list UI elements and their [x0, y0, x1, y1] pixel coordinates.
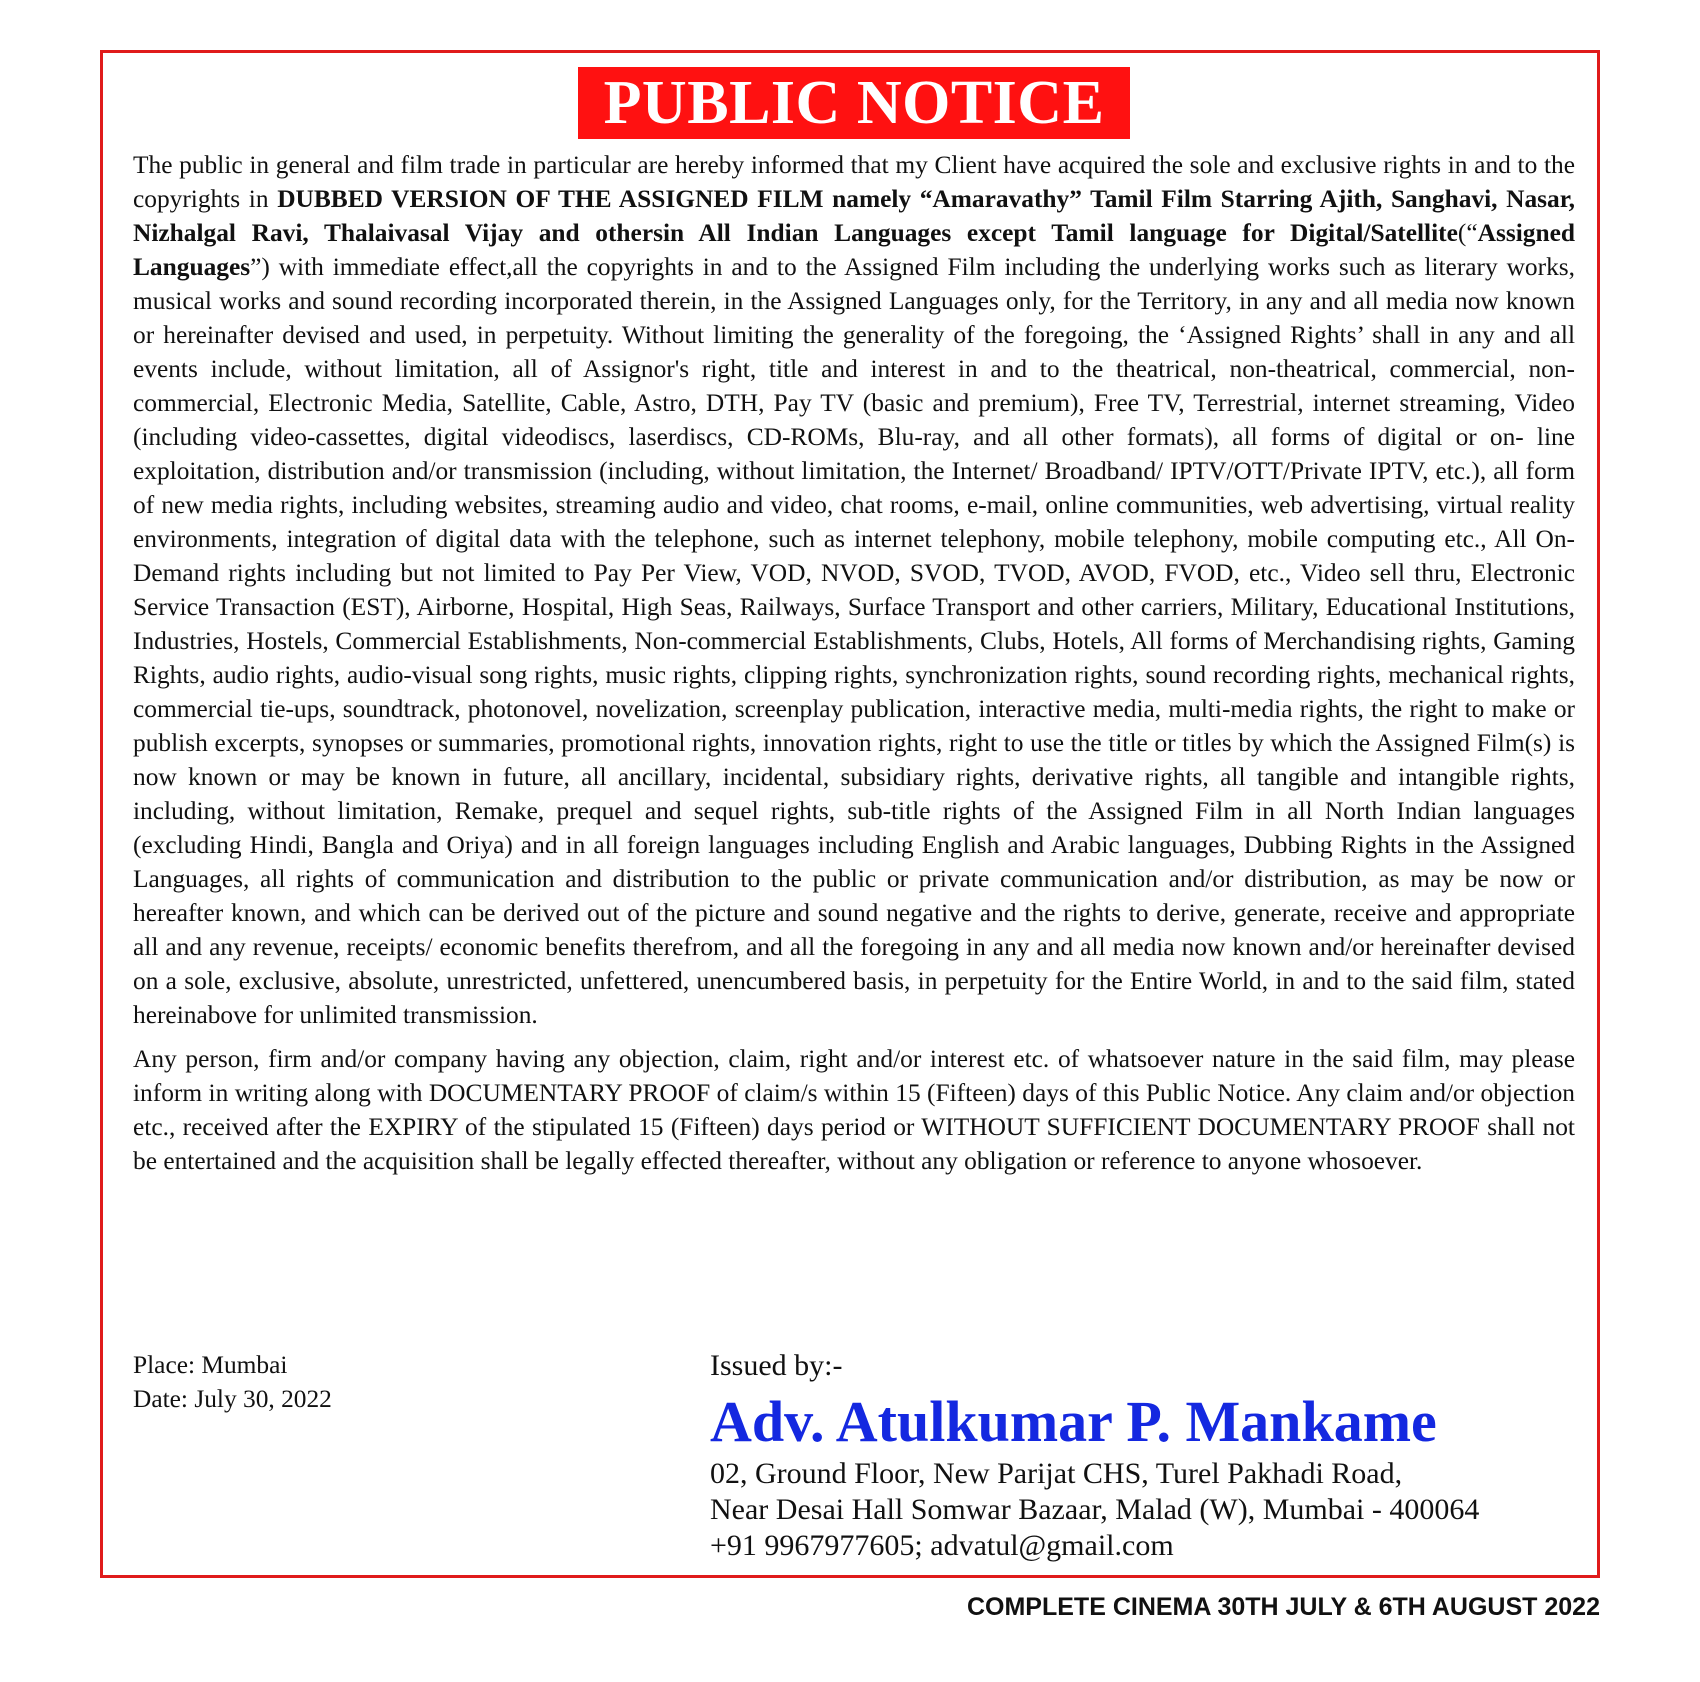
issuer-block: [710, 1346, 1590, 1564]
para1-text-3: ”) with immediate effect,all the copyrights in and to the Assigned Film including the underlying works such as literary works, musical works and sound recording incorporated therein, in the Assigned Languages only, for the Territory, in any and all media now known or hereinafter devised and used, in perpetuity. Without limiting the generality of the foregoing, the ‘Assigned Rights’ shall in any and all events include, without limitation, all of Assignor's right, title and interest in and to the theatrical, non-theatrical, commercial, non-commercial, Electronic Media, Satellite, Cable, Astro, DTH, Pay TV (basic and premium), Free TV, Terrestrial, internet streaming, Video (including video-cassettes, digital videodiscs, laserdiscs, CD-ROMs, Blu-ray, and all other formats), all forms of digital or on- line exploitation, distribution and/or transmission (including, without limitation, the Internet/ Broadband/ IPTV/OTT/Private IPTV, etc.), all form of new media rights, including websites, streaming audio and video, chat rooms, e-mail, online communities, web advertising, virtual reality environments, integration of digital data with the telephone, such as internet telephony, mobile telephony, mobile computing etc., All On-Demand rights including but not limited to Pay Per View, VOD, NVOD, SVOD, TVOD, AVOD, FVOD, etc., Video sell thru, Electronic Service Transaction (EST), Airborne, Hospital, High Seas, Railways, Surface Transport and other carriers, Military, Educational Institutions, Industries, Hostels, Commercial Establishments, Non-commercial Establishments, Clubs, Hotels, All forms of Merchandising rights, Gaming Rights, audio rights, audio-visual song rights, music rights, clipping rights, synchronization rights, sound recording rights, mechanical rights, commercial tie-ups, soundtrack, photonovel, novelization, screenplay publication, interactive media, multi-media rights, the right to make or publish excerpts, synopses or summaries, promotional rights, innovation rights, right to use the title or titles by which the Assigned Film(s) is now known or may be known in future, all ancillary, incidental, subsidiary rights, derivative rights, all tangible and intangible rights, including, without limitation, Remake, prequel and sequel rights, sub-title rights of the Assigned Film in all North Indian languages (excluding Hindi, Bangla and Oriya) and in all foreign languages including English and Arabic languages, Dubbing Rights in the Assigned Languages, all rights of communication and distribution to the public or private communication and/or distribution, as may be now or hereafter known, and which can be derived out of the picture and sound negative and the rights to derive, generate, receive and appropriate all and any revenue, receipts/ economic benefits therefrom, and all the foregoing in any and all media now known and/or hereinafter devised on a sole, exclusive, absolute, unrestricted, unfettered, unencumbered basis, in perpetuity for the Entire World, in and to the said film, stated hereinabove for unlimited transmission.: [133, 253, 1575, 1029]
date: Date: July 30, 2022: [133, 1385, 332, 1413]
para1-text-2: (“: [1457, 219, 1478, 247]
objection-paragraph: Any person, firm and/or company having any objection, claim, right and/or interest etc. of whatsoever nature in the said film, may please inform in writing along with DOCUMENTARY PROOF of claim/s within 15 (Fifteen) days of this Public Notice. Any claim and/or objection etc., received after the EXPIRY of the stipulated 15 (Fifteen) days period or WITHOUT SUFFICIENT DOCUMENTARY PROOF shall not be entertained and the acquisition shall be legally effected thereafter, without any obligation or reference to anyone whosoever.: [133, 1045, 1575, 1175]
place: Place: Mumbai: [133, 1351, 288, 1379]
contact-line: +91 9967977605; advatul@gmail.com: [710, 1529, 1174, 1562]
notice-body: [133, 148, 1575, 1178]
address-line-1: 02, Ground Floor, New Parijat CHS, Turel Pakhadi Road,: [710, 1457, 1403, 1490]
publication-footer: COMPLETE CINEMA 30TH JULY & 6TH AUGUST 2022: [966, 1593, 1600, 1621]
place-date-block: [133, 1348, 633, 1416]
issued-by-label: Issued by:-: [710, 1349, 843, 1382]
advocate-name: Adv. Atulkumar P. Mankame: [710, 1389, 1437, 1454]
para1-bold-film: DUBBED VERSION OF THE ASSIGNED FILM namely “Amaravathy” Tamil Film Starring Ajith, Sanghavi, Nasar, Nizhalgal Ravi, Thalaivasal Vijay and othersin All Indian Languages except Tamil language for Digital/Satellite: [133, 185, 1575, 247]
para1-bold-languages: Assigned Languages: [133, 219, 1575, 281]
address-line-2: Near Desai Hall Somwar Bazaar, Malad (W), Mumbai - 400064: [710, 1493, 1480, 1526]
para1-text-1: The public in general and film trade in particular are hereby informed that my Client have acquired the sole and exclusive rights in and to the copyrights in: [133, 151, 1575, 213]
notice-title: PUBLIC NOTICE: [578, 67, 1130, 139]
rights-paragraph: [133, 148, 1575, 1032]
